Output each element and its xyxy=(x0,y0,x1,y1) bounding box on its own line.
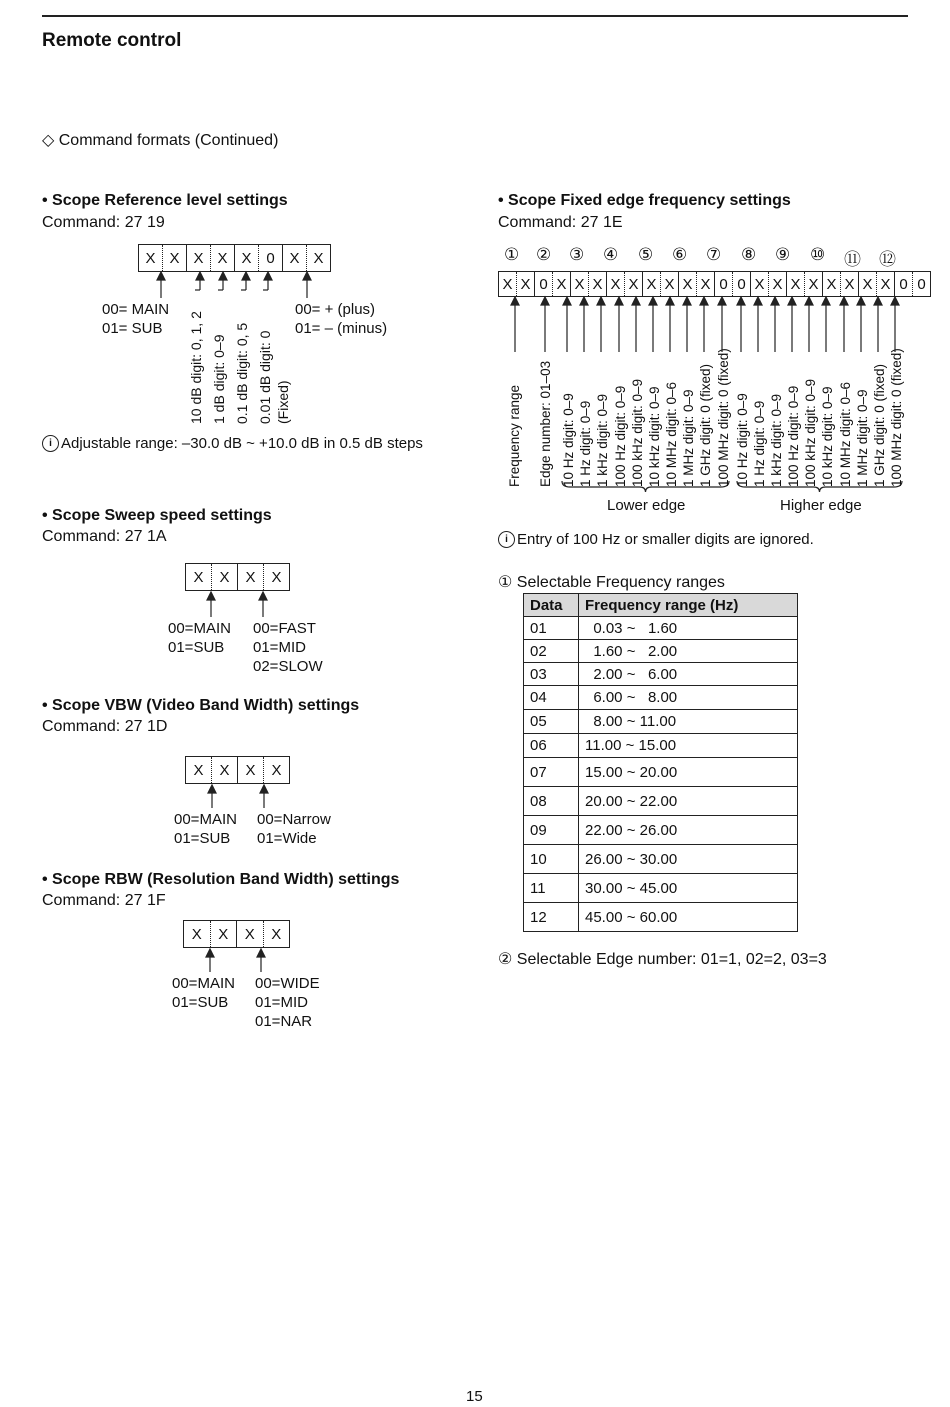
higher-edge-label: Higher edge xyxy=(780,497,862,514)
lower-edge-label: Lower edge xyxy=(607,497,686,514)
byte-cell: X xyxy=(606,272,624,296)
info-icon: i xyxy=(498,531,515,548)
byte-cell: X xyxy=(786,272,804,296)
page-title: Remote control xyxy=(42,30,182,51)
field-label: 10 Hz digit: 0–9 xyxy=(561,393,576,487)
byte-cell: X xyxy=(193,568,204,586)
up-arrow-icon xyxy=(754,297,762,305)
byte-cell: X xyxy=(840,272,858,296)
ref-level-title: • Scope Reference level settings xyxy=(42,192,288,209)
byte-cell: X xyxy=(678,272,696,296)
byte-cell: X xyxy=(263,921,290,947)
field-label: 10 kHz digit: 0–9 xyxy=(820,386,835,487)
range-cell: 45.00 ~ 60.00 xyxy=(579,903,798,932)
field-label: 10 kHz digit: 0–9 xyxy=(647,386,662,487)
vbw-narrow-label: 00=Narrow xyxy=(257,811,331,828)
field-label: 10 Hz digit: 0–9 xyxy=(735,393,750,487)
sweep-fast-label: 00=FAST xyxy=(253,620,316,637)
ref-1db-label: 1 dB digit: 0–9 xyxy=(211,334,227,424)
field-label: 1 kHz digit: 0–9 xyxy=(769,393,784,487)
up-arrow-icon xyxy=(788,297,796,305)
range-cell: 2.00 ~ 6.00 xyxy=(579,663,798,686)
up-arrow-icon xyxy=(649,297,657,305)
ref-plus-label: 00= + (plus) xyxy=(295,301,376,318)
range-cell: 26.00 ~ 30.00 xyxy=(579,845,798,874)
up-arrow-icon xyxy=(511,297,519,305)
up-arrow-icon xyxy=(563,297,571,305)
range-cell: 30.00 ~ 45.00 xyxy=(579,874,798,903)
field-label: 1 Hz digit: 0–9 xyxy=(578,400,593,487)
field-number: ⑫ xyxy=(879,250,896,269)
ref-main-label: 00= MAIN xyxy=(102,301,170,318)
range-cell: 15.00 ~ 20.00 xyxy=(579,758,798,787)
byte-cell: X xyxy=(570,272,588,296)
ref-fixed-label: (Fixed) xyxy=(275,380,291,424)
up-arrow-icon xyxy=(805,297,813,305)
up-arrow-icon xyxy=(822,297,830,305)
vbw-sub-label: 01=SUB xyxy=(174,830,231,847)
up-arrow-icon xyxy=(260,785,268,793)
ref-level-note-text: Adjustable range: –30.0 dB ~ +10.0 dB in 0.5 dB steps xyxy=(61,435,423,452)
data-cell: 09 xyxy=(524,816,579,845)
up-arrow-icon xyxy=(264,272,272,280)
up-arrow-icon xyxy=(303,272,311,280)
up-arrow-icon xyxy=(208,785,216,793)
data-cell: 10 xyxy=(524,845,579,874)
data-cell: 03 xyxy=(524,663,579,686)
byte-cell: X xyxy=(282,245,306,271)
range-cell: 11.00 ~ 15.00 xyxy=(579,734,798,758)
field-label: 100 MHz digit: 0 (fixed) xyxy=(716,348,731,487)
byte-cell: X xyxy=(876,272,894,296)
up-arrow-icon xyxy=(700,297,708,305)
byte-cell: 0 xyxy=(912,272,930,296)
range-cell: 1.60 ~ 2.00 xyxy=(579,640,798,663)
field-label: 100 MHz digit: 0 (fixed) xyxy=(889,348,904,487)
byte-cell: X xyxy=(263,757,289,783)
up-arrow-icon xyxy=(857,297,865,305)
byte-cell: X xyxy=(234,245,258,271)
field-label: 1 Hz digit: 0–9 xyxy=(752,400,767,487)
up-arrow-icon xyxy=(874,297,882,305)
data-column-header: Data xyxy=(524,594,579,617)
info-icon: i xyxy=(42,435,59,452)
ref-sub-label: 01= SUB xyxy=(102,320,163,337)
range-cell: 22.00 ~ 26.00 xyxy=(579,816,798,845)
byte-cell: X xyxy=(552,272,570,296)
rbw-nar-label: 01=NAR xyxy=(255,1013,313,1030)
byte-cell: X xyxy=(193,761,204,779)
byte-cell: X xyxy=(263,564,289,590)
field-number: ⑤ xyxy=(638,245,654,264)
field-label: 10 MHz digit: 0–6 xyxy=(664,381,679,487)
range-cell: 0.03 ~ 1.60 xyxy=(579,617,798,640)
field-label: 100 Hz digit: 0–9 xyxy=(613,385,628,487)
up-arrow-icon xyxy=(840,297,848,305)
byte-cell: X xyxy=(211,757,237,783)
byte-cell: X xyxy=(822,272,840,296)
up-arrow-icon xyxy=(771,297,779,305)
vbw-wide-label: 01=Wide xyxy=(257,830,317,847)
field-label: 10 MHz digit: 0–6 xyxy=(838,381,853,487)
sweep-mid-label: 01=MID xyxy=(253,639,306,656)
rbw-main-label: 00=MAIN xyxy=(172,975,235,992)
data-cell: 05 xyxy=(524,710,579,734)
vbw-command: Command: 27 1D xyxy=(42,718,168,735)
field-label: 100 kHz digit: 0–9 xyxy=(630,378,645,487)
sweep-sub-label: 01=SUB xyxy=(168,639,225,656)
field-label: Frequency range xyxy=(507,384,522,487)
data-cell: 12 xyxy=(524,903,579,932)
byte-cell: X xyxy=(237,757,263,783)
field-number: ⑧ xyxy=(741,245,757,264)
up-arrow-icon xyxy=(891,297,899,305)
vbw-title: • Scope VBW (Video Band Width) settings xyxy=(42,697,360,714)
byte-cell: X xyxy=(642,272,660,296)
sweep-title: • Scope Sweep speed settings xyxy=(42,507,272,524)
data-cell: 04 xyxy=(524,686,579,710)
field-label: 1 MHz digit: 0–9 xyxy=(681,389,696,487)
field-label: 1 GHz digit: 0 (fixed) xyxy=(698,363,713,487)
up-arrow-icon xyxy=(541,297,549,305)
byte-cell: X xyxy=(210,245,234,271)
range-column-header: Frequency range (Hz) xyxy=(579,594,798,617)
up-arrow-icon xyxy=(219,272,227,280)
byte-cell: X xyxy=(696,272,714,296)
up-arrow-icon xyxy=(737,297,745,305)
byte-cell: X xyxy=(162,245,186,271)
byte-cell: X xyxy=(750,272,768,296)
byte-cell: X xyxy=(306,245,330,271)
field-number: ⑦ xyxy=(706,245,722,264)
up-arrow-icon xyxy=(207,592,215,600)
byte-cell: X xyxy=(660,272,678,296)
byte-cell: 0 xyxy=(894,272,912,296)
sweep-command: Command: 27 1A xyxy=(42,528,167,545)
edge-number-line: ② Selectable Edge number: 01=1, 02=2, 03=3 xyxy=(498,951,827,968)
data-cell: 11 xyxy=(524,874,579,903)
field-number: ③ xyxy=(569,245,585,264)
vbw-main-label: 00=MAIN xyxy=(174,811,237,828)
field-label: 1 GHz digit: 0 (fixed) xyxy=(872,363,887,487)
byte-cell: X xyxy=(211,564,237,590)
ref-minus-label: 01= – (minus) xyxy=(295,320,388,337)
range-cell: 8.00 ~ 11.00 xyxy=(579,710,798,734)
data-cell: 02 xyxy=(524,640,579,663)
byte-cell: X xyxy=(236,921,263,947)
freq-ranges-title: ① Selectable Frequency ranges xyxy=(498,574,725,591)
fixed-edge-note-text: Entry of 100 Hz or smaller digits are ignored. xyxy=(517,531,814,548)
byte-cell: X xyxy=(502,275,513,293)
data-cell: 08 xyxy=(524,787,579,816)
sweep-main-label: 00=MAIN xyxy=(168,620,231,637)
ref-001db-label: 0.01 dB digit: 0 xyxy=(257,330,273,424)
byte-cell: 0 xyxy=(714,272,732,296)
field-label: Edge number: 01–03 xyxy=(538,360,553,487)
up-arrow-icon xyxy=(683,297,691,305)
byte-cell: 0 xyxy=(732,272,750,296)
up-arrow-icon xyxy=(259,592,267,600)
up-arrow-icon xyxy=(196,272,204,280)
up-arrow-icon xyxy=(157,272,165,280)
up-arrow-icon xyxy=(632,297,640,305)
up-arrow-icon xyxy=(257,949,265,957)
rbw-mid-label: 01=MID xyxy=(255,994,308,1011)
brace-shape xyxy=(737,481,902,492)
brace-shape xyxy=(562,481,729,492)
field-number: ⑨ xyxy=(775,245,791,264)
byte-cell: X xyxy=(191,925,202,943)
ref-01db-label: 0.1 dB digit: 0, 5 xyxy=(234,322,250,424)
range-cell: 6.00 ~ 8.00 xyxy=(579,686,798,710)
page-number: 15 xyxy=(466,1388,483,1405)
section-subheading: ◇ Command formats (Continued) xyxy=(42,132,279,149)
up-arrow-icon xyxy=(666,297,674,305)
field-number: ⑩ xyxy=(810,245,826,264)
byte-cell: X xyxy=(768,272,786,296)
field-number: ⑥ xyxy=(672,245,688,264)
rbw-command: Command: 27 1F xyxy=(42,892,166,909)
byte-cell: X xyxy=(210,921,237,947)
field-label: 1 MHz digit: 0–9 xyxy=(855,389,870,487)
byte-cell: X xyxy=(858,272,876,296)
data-cell: 01 xyxy=(524,617,579,640)
byte-cell: X xyxy=(804,272,822,296)
field-label: 1 kHz digit: 0–9 xyxy=(595,393,610,487)
field-number: ② xyxy=(536,245,552,264)
ref-level-command: Command: 27 19 xyxy=(42,214,165,231)
byte-cell: 0 xyxy=(534,272,552,296)
field-number: ④ xyxy=(603,245,619,264)
fixed-edge-title: • Scope Fixed edge frequency settings xyxy=(498,192,791,209)
byte-cell: X xyxy=(237,564,263,590)
byte-cell: 0 xyxy=(258,245,282,271)
fixed-edge-command: Command: 27 1E xyxy=(498,214,623,231)
sweep-slow-label: 02=SLOW xyxy=(253,658,323,675)
field-label: 100 Hz digit: 0–9 xyxy=(786,385,801,487)
ref-10db-label: 10 dB digit: 0, 1, 2 xyxy=(188,311,204,424)
byte-cell: X xyxy=(624,272,642,296)
field-label: 100 kHz digit: 0–9 xyxy=(803,378,818,487)
up-arrow-icon xyxy=(206,949,214,957)
field-number: ⑪ xyxy=(844,250,861,269)
rbw-wide-label: 00=WIDE xyxy=(255,975,320,992)
up-arrow-icon xyxy=(615,297,623,305)
rbw-title: • Scope RBW (Resolution Band Width) settings xyxy=(42,871,400,888)
field-number: ① xyxy=(504,245,520,264)
up-arrow-icon xyxy=(580,297,588,305)
range-cell: 20.00 ~ 22.00 xyxy=(579,787,798,816)
rbw-sub-label: 01=SUB xyxy=(172,994,229,1011)
byte-cell: X xyxy=(516,272,534,296)
data-cell: 06 xyxy=(524,734,579,758)
up-arrow-icon xyxy=(597,297,605,305)
up-arrow-icon xyxy=(242,272,250,280)
byte-cell: X xyxy=(588,272,606,296)
data-cell: 07 xyxy=(524,758,579,787)
byte-cell: X xyxy=(145,249,156,267)
byte-cell: X xyxy=(186,245,210,271)
up-arrow-icon xyxy=(718,297,726,305)
